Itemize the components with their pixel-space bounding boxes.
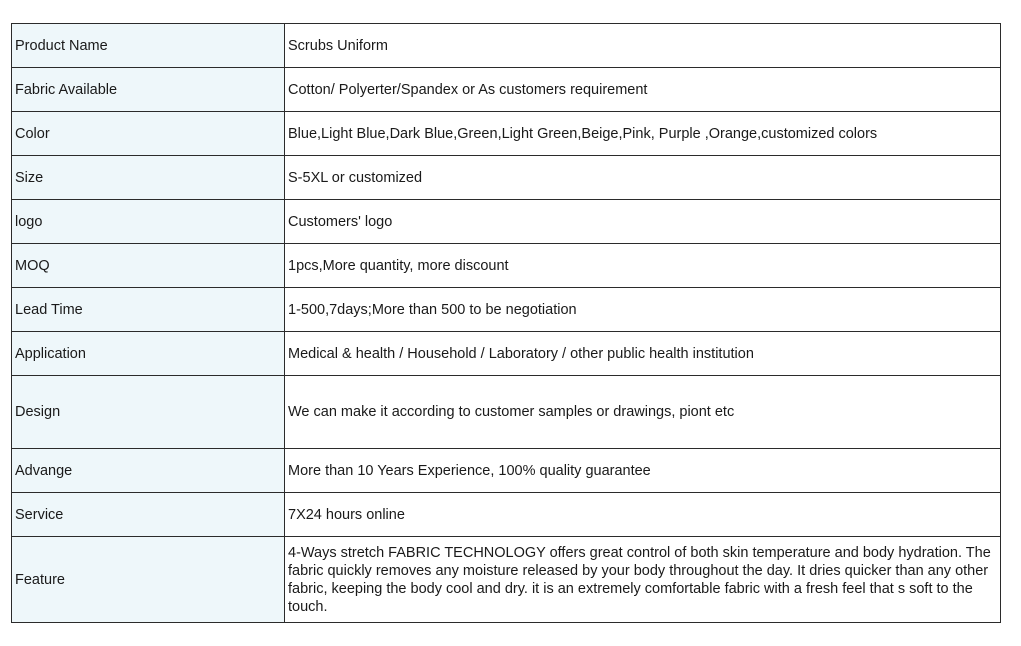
row-label: Design [12,376,285,449]
table-row-color [12,112,1001,156]
table-row-service [12,493,1001,537]
row-value: Blue,Light Blue,Dark Blue,Green,Light Green,Beige,Pink, Purple ,Orange,customized colors [285,112,1001,156]
row-value: We can make it according to customer samples or drawings, piont etc [285,376,1001,449]
row-label: Size [12,156,285,200]
table-row-logo [12,200,1001,244]
row-value: 1pcs,More quantity, more discount [285,244,1001,288]
table-row-advange [12,449,1001,493]
table-row-application [12,332,1001,376]
row-label: Service [12,493,285,537]
row-value: 4-Ways stretch FABRIC TECHNOLOGY offers great control of both skin temperature and body hydration. The fabric quickly removes any moisture released by your body throughout the day. It dries quicker than any other fabric, keeping the body cool and dry. it is an extremely comfortable fabric with a fresh feel that s soft to the touch. [285,537,1001,623]
table-row-design [12,376,1001,449]
row-label: Product Name [12,24,285,68]
row-value: 1-500,7days;More than 500 to be negotiation [285,288,1001,332]
table-row-size [12,156,1001,200]
row-label: MOQ [12,244,285,288]
row-value: Scrubs Uniform [285,24,1001,68]
table-row-lead-time [12,288,1001,332]
row-label: logo [12,200,285,244]
product-spec-table [11,23,1001,623]
table-row-moq [12,244,1001,288]
row-label: Feature [12,537,285,623]
row-value: More than 10 Years Experience, 100% quality guarantee [285,449,1001,493]
row-value: 7X24 hours online [285,493,1001,537]
row-label: Lead Time [12,288,285,332]
row-value: Cotton/ Polyerter/Spandex or As customers requirement [285,68,1001,112]
row-value: Medical & health / Household / Laboratory / other public health institution [285,332,1001,376]
table-row-product-name [12,24,1001,68]
row-label: Application [12,332,285,376]
row-value: S-5XL or customized [285,156,1001,200]
table-row-fabric-available [12,68,1001,112]
row-label: Advange [12,449,285,493]
row-label: Fabric Available [12,68,285,112]
row-label: Color [12,112,285,156]
row-value: Customers' logo [285,200,1001,244]
table-row-feature [12,537,1001,623]
